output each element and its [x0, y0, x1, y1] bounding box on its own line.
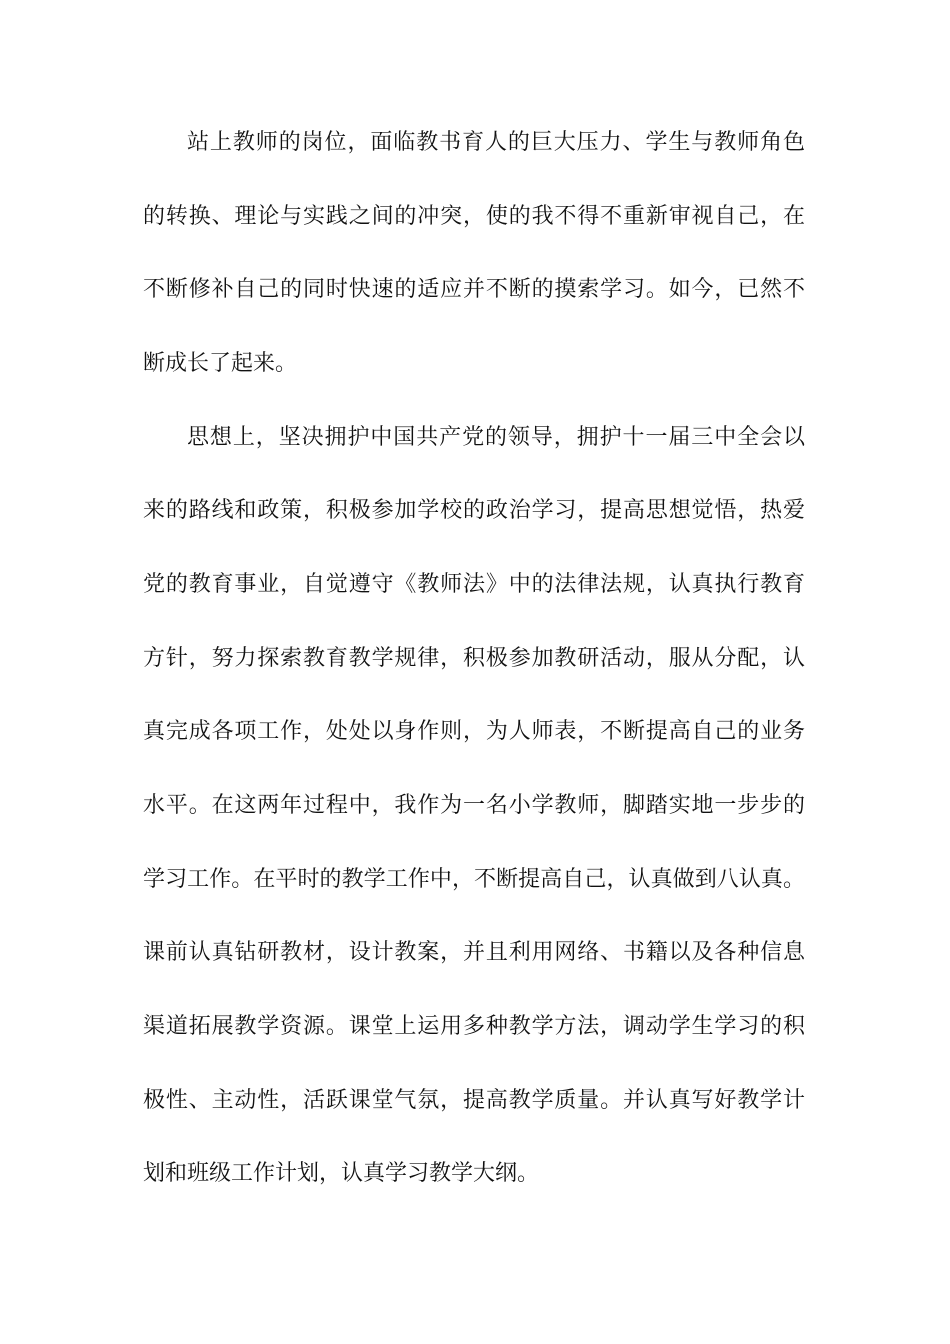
text-line: 的转换、理论与实践之间的冲突，使的我不得不重新审视自己，在 [143, 202, 805, 228]
text-line: 水平。在这两年过程中，我作为一名小学教师，脚踏实地一步步的 [143, 791, 805, 817]
paragraph [143, 400, 805, 1210]
text-line: 党的教育事业，自觉遵守《教师法》中的法律法规，认真执行教育 [143, 570, 805, 596]
text-line: 划和班级工作计划，认真学习教学大纲。 [143, 1160, 540, 1186]
text-line: 真完成各项工作，处处以身作则，为人师表，不断提高自己的业务 [143, 718, 805, 744]
text-line: 站上教师的岗位，面临教书育人的巨大压力、学生与教师角色 [187, 129, 805, 154]
text-line: 方针，努力探索教育教学规律，积极参加教研活动，服从分配，认 [143, 644, 805, 670]
paragraph [143, 105, 805, 400]
text-line: 课前认真钻研教材，设计教案，并且利用网络、书籍以及各种信息 [143, 939, 805, 965]
text-line: 断成长了起来。 [143, 349, 298, 375]
text-line: 极性、主动性，活跃课堂气氛，提高教学质量。并认真写好教学计 [143, 1086, 805, 1112]
document-body [143, 105, 805, 1210]
text-line: 来的路线和政策，积极参加学校的政治学习，提高思想觉悟，热爱 [143, 497, 805, 523]
text-line: 渠道拓展教学资源。课堂上运用多种教学方法，调动学生学习的积 [143, 1012, 805, 1038]
text-line: 思想上，坚决拥护中国共产党的领导，拥护十一届三中全会以 [187, 423, 805, 449]
text-line: 学习工作。在平时的教学工作中，不断提高自己，认真做到八认真。 [143, 865, 805, 891]
text-line: 不断修补自己的同时快速的适应并不断的摸索学习。如今，已然不 [143, 276, 805, 302]
